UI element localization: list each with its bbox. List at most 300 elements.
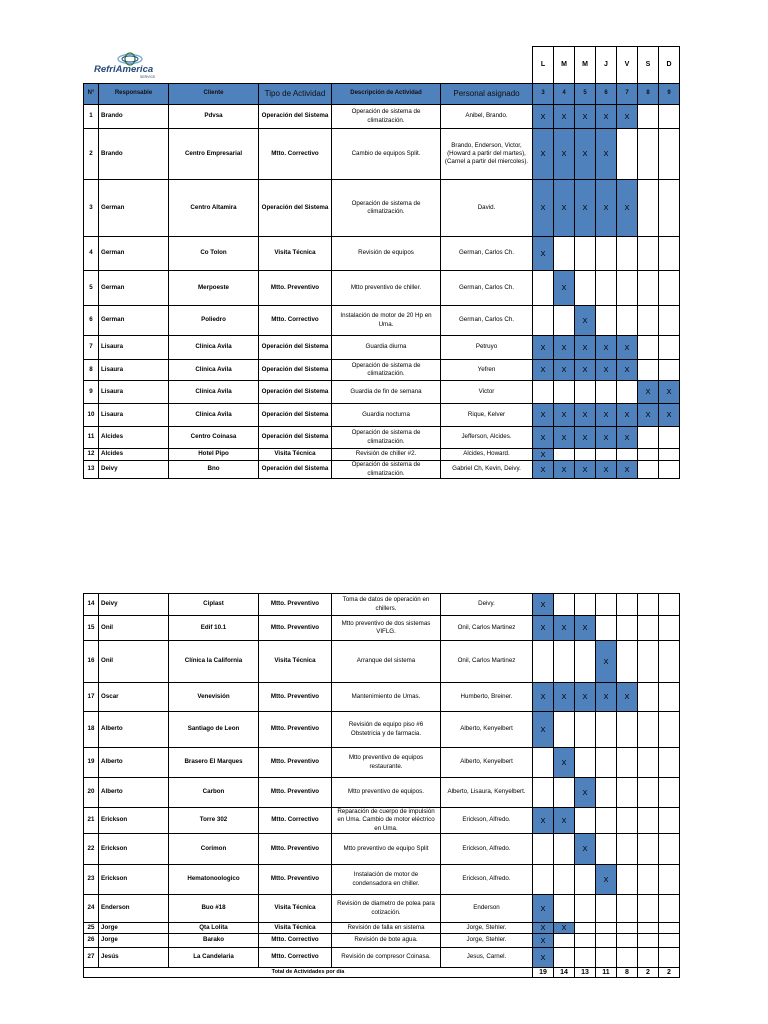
activities-table-2 xyxy=(83,593,680,978)
day-mark xyxy=(659,778,680,808)
day-mark: X xyxy=(533,948,554,968)
total-value: 2 xyxy=(638,968,659,978)
day-mark: X xyxy=(554,271,575,306)
day-mark: X xyxy=(533,461,554,479)
row-tipo: Operación del Sistema xyxy=(259,105,332,129)
day-mark: X xyxy=(596,336,617,360)
day-mark: X xyxy=(533,683,554,712)
row-personal: Jesus, Carnel. xyxy=(441,948,533,968)
day-mark: X xyxy=(617,404,638,427)
row-tipo: Mtto. Preventivo xyxy=(259,683,332,712)
row-responsable: Oscar xyxy=(99,683,169,712)
row-cliente: Centro Coinasa xyxy=(169,427,259,449)
row-number: 21 xyxy=(84,808,99,834)
total-value: 19 xyxy=(533,968,554,978)
day-mark xyxy=(659,641,680,683)
day-mark: X xyxy=(554,616,575,641)
day-mark xyxy=(659,834,680,865)
day-mark: X xyxy=(533,427,554,449)
day-mark: X xyxy=(533,237,554,271)
row-cliente: Corimon xyxy=(169,834,259,865)
row-responsable: Deivy xyxy=(99,461,169,479)
day-mark: X xyxy=(596,641,617,683)
row-personal: Jorge, Stehler. xyxy=(441,923,533,934)
day-mark: X xyxy=(617,683,638,712)
day-mark xyxy=(617,934,638,948)
row-number: 1 xyxy=(84,105,99,129)
row-personal: Enderson xyxy=(441,895,533,923)
day-mark: X xyxy=(575,834,596,865)
total-value: 8 xyxy=(617,968,638,978)
row-descripcion: Revisión de bote agua. xyxy=(332,934,441,948)
day-mark xyxy=(596,712,617,748)
day-letter: D xyxy=(659,47,680,84)
row-number: 13 xyxy=(84,461,99,479)
row-descripcion: Mtto preventivo de equipo Split xyxy=(332,834,441,865)
table-row xyxy=(84,381,680,404)
day-mark xyxy=(638,934,659,948)
header-date: 3 xyxy=(533,84,554,105)
row-personal: Humberto, Breiner. xyxy=(441,683,533,712)
day-mark xyxy=(638,271,659,306)
row-number: 6 xyxy=(84,306,99,336)
day-mark xyxy=(617,748,638,778)
day-mark xyxy=(554,778,575,808)
day-letters-row xyxy=(84,47,680,84)
day-mark xyxy=(617,895,638,923)
day-mark xyxy=(554,237,575,271)
row-number: 7 xyxy=(84,336,99,360)
day-mark xyxy=(659,129,680,180)
row-descripcion: Operación de sistema de climatización. xyxy=(332,105,441,129)
day-mark xyxy=(638,594,659,616)
row-number: 4 xyxy=(84,237,99,271)
day-letter: S xyxy=(638,47,659,84)
day-mark: X xyxy=(659,381,680,404)
row-tipo: Operación del Sistema xyxy=(259,427,332,449)
day-mark xyxy=(596,306,617,336)
day-mark xyxy=(596,449,617,461)
day-letter: J xyxy=(596,47,617,84)
row-responsable: Lisaura xyxy=(99,404,169,427)
day-mark: X xyxy=(638,404,659,427)
row-descripcion: Operación de sistema de climatización. xyxy=(332,461,441,479)
day-mark xyxy=(575,271,596,306)
day-mark xyxy=(638,778,659,808)
row-tipo: Mtto. Correctivo xyxy=(259,306,332,336)
row-responsable: Alberto xyxy=(99,778,169,808)
day-mark xyxy=(659,683,680,712)
table-row xyxy=(84,934,680,948)
row-number: 12 xyxy=(84,449,99,461)
day-mark xyxy=(617,808,638,834)
row-responsable: Alberto xyxy=(99,748,169,778)
day-mark xyxy=(659,271,680,306)
row-number: 17 xyxy=(84,683,99,712)
day-mark xyxy=(596,594,617,616)
day-mark: X xyxy=(554,336,575,360)
table-row xyxy=(84,834,680,865)
row-cliente: Hematonoologico xyxy=(169,865,259,895)
header-tipo: Tipo de Actividad xyxy=(259,84,332,105)
day-mark xyxy=(575,748,596,778)
day-mark: X xyxy=(638,381,659,404)
table-row xyxy=(84,306,680,336)
day-mark xyxy=(554,306,575,336)
row-cliente: Carbon xyxy=(169,778,259,808)
day-mark: X xyxy=(533,616,554,641)
day-mark: X xyxy=(596,105,617,129)
row-responsable: German xyxy=(99,271,169,306)
day-mark xyxy=(596,808,617,834)
row-personal: Erickson, Alfredo. xyxy=(441,834,533,865)
day-mark: X xyxy=(617,427,638,449)
table-row xyxy=(84,461,680,479)
day-mark xyxy=(638,360,659,381)
row-personal: David. xyxy=(441,180,533,237)
row-responsable: Alberto xyxy=(99,712,169,748)
day-mark xyxy=(575,641,596,683)
row-personal: Onil, Carlos Martinez xyxy=(441,616,533,641)
row-descripcion: Mtto preventivo de equipos. xyxy=(332,778,441,808)
day-mark: X xyxy=(575,306,596,336)
row-cliente: Co Tolon xyxy=(169,237,259,271)
row-tipo: Mtto. Preventivo xyxy=(259,712,332,748)
row-cliente: Hotel Pipo xyxy=(169,449,259,461)
row-personal: Alberto, Kenyelbert xyxy=(441,712,533,748)
table-row xyxy=(84,712,680,748)
row-descripcion: Mtto preventivo de dos sistemas VIFLG. xyxy=(332,616,441,641)
day-mark: X xyxy=(596,865,617,895)
day-mark: X xyxy=(533,594,554,616)
day-mark xyxy=(659,180,680,237)
day-mark: X xyxy=(575,105,596,129)
table-row xyxy=(84,427,680,449)
day-mark: X xyxy=(596,129,617,180)
row-responsable: Onil xyxy=(99,616,169,641)
row-tipo: Mtto. Preventivo xyxy=(259,834,332,865)
row-descripcion: Instalación de motor de condensadora en chiller. xyxy=(332,865,441,895)
day-mark: X xyxy=(533,105,554,129)
day-mark xyxy=(659,923,680,934)
day-mark xyxy=(617,381,638,404)
day-mark xyxy=(575,712,596,748)
header-descripcion: Descripción de Actividad xyxy=(332,84,441,105)
table-row xyxy=(84,808,680,834)
table-row xyxy=(84,180,680,237)
day-mark xyxy=(638,808,659,834)
row-responsable: Erickson xyxy=(99,808,169,834)
header-responsable: Responsable xyxy=(99,84,169,105)
day-mark xyxy=(659,712,680,748)
day-mark: X xyxy=(617,461,638,479)
day-mark xyxy=(554,381,575,404)
day-mark xyxy=(659,865,680,895)
row-tipo: Mtto. Correctivo xyxy=(259,934,332,948)
day-mark xyxy=(638,306,659,336)
row-responsable: Brando xyxy=(99,129,169,180)
day-mark xyxy=(659,427,680,449)
day-mark xyxy=(575,923,596,934)
day-mark xyxy=(554,948,575,968)
table-row xyxy=(84,948,680,968)
row-responsable: Erickson xyxy=(99,834,169,865)
row-cliente: Poliedro xyxy=(169,306,259,336)
row-responsable: Jorge xyxy=(99,934,169,948)
day-mark xyxy=(575,381,596,404)
day-mark: X xyxy=(533,180,554,237)
row-tipo: Mtto. Preventivo xyxy=(259,748,332,778)
row-cliente: La Candelaria xyxy=(169,948,259,968)
row-tipo: Operación del Sistema xyxy=(259,180,332,237)
day-mark xyxy=(596,271,617,306)
day-mark xyxy=(596,948,617,968)
day-mark xyxy=(659,306,680,336)
day-mark: X xyxy=(554,923,575,934)
day-mark xyxy=(659,461,680,479)
day-mark xyxy=(596,381,617,404)
table-row xyxy=(84,895,680,923)
row-descripcion: Revisión de falla en sistema xyxy=(332,923,441,934)
day-mark xyxy=(638,895,659,923)
day-mark: X xyxy=(533,934,554,948)
day-mark xyxy=(638,712,659,748)
row-personal: Brando, Enderson, Victor, (Howard a partir del martes), (Carnel a partir del miercoles). xyxy=(441,129,533,180)
day-mark xyxy=(638,834,659,865)
day-mark xyxy=(533,778,554,808)
row-personal: Erickson, Alfredo. xyxy=(441,808,533,834)
row-cliente: Edif 10.1 xyxy=(169,616,259,641)
row-personal: Alcides, Howard. xyxy=(441,449,533,461)
total-value: 13 xyxy=(575,968,596,978)
table-row xyxy=(84,778,680,808)
day-mark: X xyxy=(617,336,638,360)
row-cliente: Bno xyxy=(169,461,259,479)
total-row xyxy=(84,968,680,978)
day-mark: X xyxy=(596,683,617,712)
day-mark xyxy=(554,934,575,948)
day-mark: X xyxy=(575,683,596,712)
day-mark xyxy=(659,237,680,271)
day-mark xyxy=(575,237,596,271)
row-personal: Rique, Kelver xyxy=(441,404,533,427)
row-descripcion: Guardia diurna xyxy=(332,336,441,360)
row-descripcion: Mantenimiento de Umas. xyxy=(332,683,441,712)
day-mark: X xyxy=(554,427,575,449)
row-cliente: Clínica la California xyxy=(169,641,259,683)
day-mark: X xyxy=(554,808,575,834)
day-mark: X xyxy=(575,427,596,449)
day-mark xyxy=(638,923,659,934)
row-descripcion: Operación de sistema de climatización. xyxy=(332,180,441,237)
table-row xyxy=(84,336,680,360)
day-mark xyxy=(533,306,554,336)
row-personal: Erickson, Alfredo. xyxy=(441,865,533,895)
row-tipo: Visita Técnica xyxy=(259,449,332,461)
row-number: 20 xyxy=(84,778,99,808)
row-responsable: Onil xyxy=(99,641,169,683)
day-mark xyxy=(617,237,638,271)
table-row xyxy=(84,865,680,895)
day-mark: X xyxy=(596,404,617,427)
row-tipo: Mtto. Preventivo xyxy=(259,271,332,306)
row-personal: Alberto, Kenyelbert xyxy=(441,748,533,778)
day-mark xyxy=(638,180,659,237)
day-mark xyxy=(617,616,638,641)
row-personal: Yefren xyxy=(441,360,533,381)
table-row xyxy=(84,105,680,129)
row-number: 15 xyxy=(84,616,99,641)
day-mark xyxy=(596,778,617,808)
day-mark xyxy=(596,616,617,641)
day-mark: X xyxy=(575,129,596,180)
table-row xyxy=(84,237,680,271)
row-number: 5 xyxy=(84,271,99,306)
day-mark xyxy=(659,895,680,923)
row-number: 16 xyxy=(84,641,99,683)
table-row xyxy=(84,641,680,683)
row-tipo: Operación del Sistema xyxy=(259,381,332,404)
day-mark: X xyxy=(554,404,575,427)
day-mark xyxy=(554,449,575,461)
day-mark: X xyxy=(554,129,575,180)
day-mark xyxy=(554,641,575,683)
day-mark xyxy=(575,594,596,616)
day-mark xyxy=(617,306,638,336)
day-mark xyxy=(533,834,554,865)
row-personal: Alberto, Lisaura, Kenyelbert. xyxy=(441,778,533,808)
header-date: 9 xyxy=(659,84,680,105)
day-mark xyxy=(638,748,659,778)
day-mark: X xyxy=(554,748,575,778)
table-row xyxy=(84,271,680,306)
row-personal: Onil, Carlos Martinez xyxy=(441,641,533,683)
row-cliente: Santiago de Leon xyxy=(169,712,259,748)
total-value: 14 xyxy=(554,968,575,978)
day-mark xyxy=(659,616,680,641)
table-row xyxy=(84,360,680,381)
row-descripcion: Guardia de fin de semana xyxy=(332,381,441,404)
header-date: 8 xyxy=(638,84,659,105)
row-tipo: Mtto. Preventivo xyxy=(259,616,332,641)
header-cliente: Cliente xyxy=(169,84,259,105)
row-responsable: German xyxy=(99,306,169,336)
day-mark xyxy=(617,271,638,306)
day-mark xyxy=(659,449,680,461)
row-tipo: Visita Técnica xyxy=(259,641,332,683)
day-mark: X xyxy=(554,683,575,712)
header-row xyxy=(84,84,680,105)
row-number: 22 xyxy=(84,834,99,865)
row-cliente: Pdvsa xyxy=(169,105,259,129)
row-tipo: Operación del Sistema xyxy=(259,360,332,381)
day-mark xyxy=(533,381,554,404)
day-mark xyxy=(659,934,680,948)
day-mark xyxy=(617,778,638,808)
day-mark: X xyxy=(554,461,575,479)
row-responsable: Alcides xyxy=(99,427,169,449)
day-mark: X xyxy=(533,336,554,360)
day-mark xyxy=(638,616,659,641)
day-mark xyxy=(575,934,596,948)
day-mark: X xyxy=(617,180,638,237)
row-responsable: Deivy xyxy=(99,594,169,616)
day-mark xyxy=(659,808,680,834)
row-personal: Jefferson, Alcides. xyxy=(441,427,533,449)
row-tipo: Visita Técnica xyxy=(259,237,332,271)
day-letter: M xyxy=(554,47,575,84)
row-tipo: Operación del Sistema xyxy=(259,404,332,427)
day-mark: X xyxy=(533,404,554,427)
row-responsable: Brando xyxy=(99,105,169,129)
day-mark xyxy=(638,336,659,360)
row-descripcion: Revisión de equipos xyxy=(332,237,441,271)
total-value: 2 xyxy=(659,968,680,978)
row-personal: Jorge, Stehler. xyxy=(441,934,533,948)
row-descripcion: Operación de sistema de climatización. xyxy=(332,427,441,449)
row-number: 9 xyxy=(84,381,99,404)
row-descripcion: Revisión de equipo piso #6 Obstetricia y de farmacia. xyxy=(332,712,441,748)
row-personal: Anibel, Brando. xyxy=(441,105,533,129)
day-mark xyxy=(575,808,596,834)
day-mark xyxy=(554,834,575,865)
table-row xyxy=(84,748,680,778)
row-personal: German, Carlos Ch. xyxy=(441,271,533,306)
row-personal: Gabriel Ch, Kevin, Deivy. xyxy=(441,461,533,479)
row-responsable: Lisaura xyxy=(99,336,169,360)
day-mark: X xyxy=(575,360,596,381)
day-mark xyxy=(596,923,617,934)
row-descripcion: Mtto preventivo de equipos restaurante. xyxy=(332,748,441,778)
row-responsable: Lisaura xyxy=(99,381,169,404)
row-descripcion: Reparación de cuerpo de impulsión en Uma. Cambio de motor eléctrico en Uma. xyxy=(332,808,441,834)
activities-table-1 xyxy=(83,46,680,479)
row-responsable: Erickson xyxy=(99,865,169,895)
row-number: 26 xyxy=(84,934,99,948)
day-mark xyxy=(638,461,659,479)
row-cliente: Merpoeste xyxy=(169,271,259,306)
day-mark: X xyxy=(596,360,617,381)
row-personal: Deivy. xyxy=(441,594,533,616)
row-descripcion: Revisión de diametro de polea para cotización. xyxy=(332,895,441,923)
day-mark xyxy=(659,948,680,968)
day-mark: X xyxy=(575,778,596,808)
day-mark xyxy=(617,129,638,180)
row-tipo: Mtto. Correctivo xyxy=(259,948,332,968)
day-mark: X xyxy=(617,105,638,129)
day-mark xyxy=(659,360,680,381)
day-mark xyxy=(638,641,659,683)
row-tipo: Mtto. Correctivo xyxy=(259,129,332,180)
day-mark: X xyxy=(533,923,554,934)
day-mark: X xyxy=(533,895,554,923)
day-mark xyxy=(596,748,617,778)
row-number: 3 xyxy=(84,180,99,237)
day-mark: X xyxy=(554,360,575,381)
day-mark xyxy=(575,948,596,968)
row-number: 10 xyxy=(84,404,99,427)
day-mark: X xyxy=(596,427,617,449)
row-cliente: Venevisión xyxy=(169,683,259,712)
row-cliente: Brasero El Marques xyxy=(169,748,259,778)
row-descripcion: Toma de datos de operación en chillers. xyxy=(332,594,441,616)
row-personal: German, Carlos Ch. xyxy=(441,237,533,271)
row-cliente: Centro Empresarial xyxy=(169,129,259,180)
day-mark xyxy=(554,865,575,895)
row-personal: Victor xyxy=(441,381,533,404)
table-row xyxy=(84,449,680,461)
day-mark xyxy=(533,865,554,895)
